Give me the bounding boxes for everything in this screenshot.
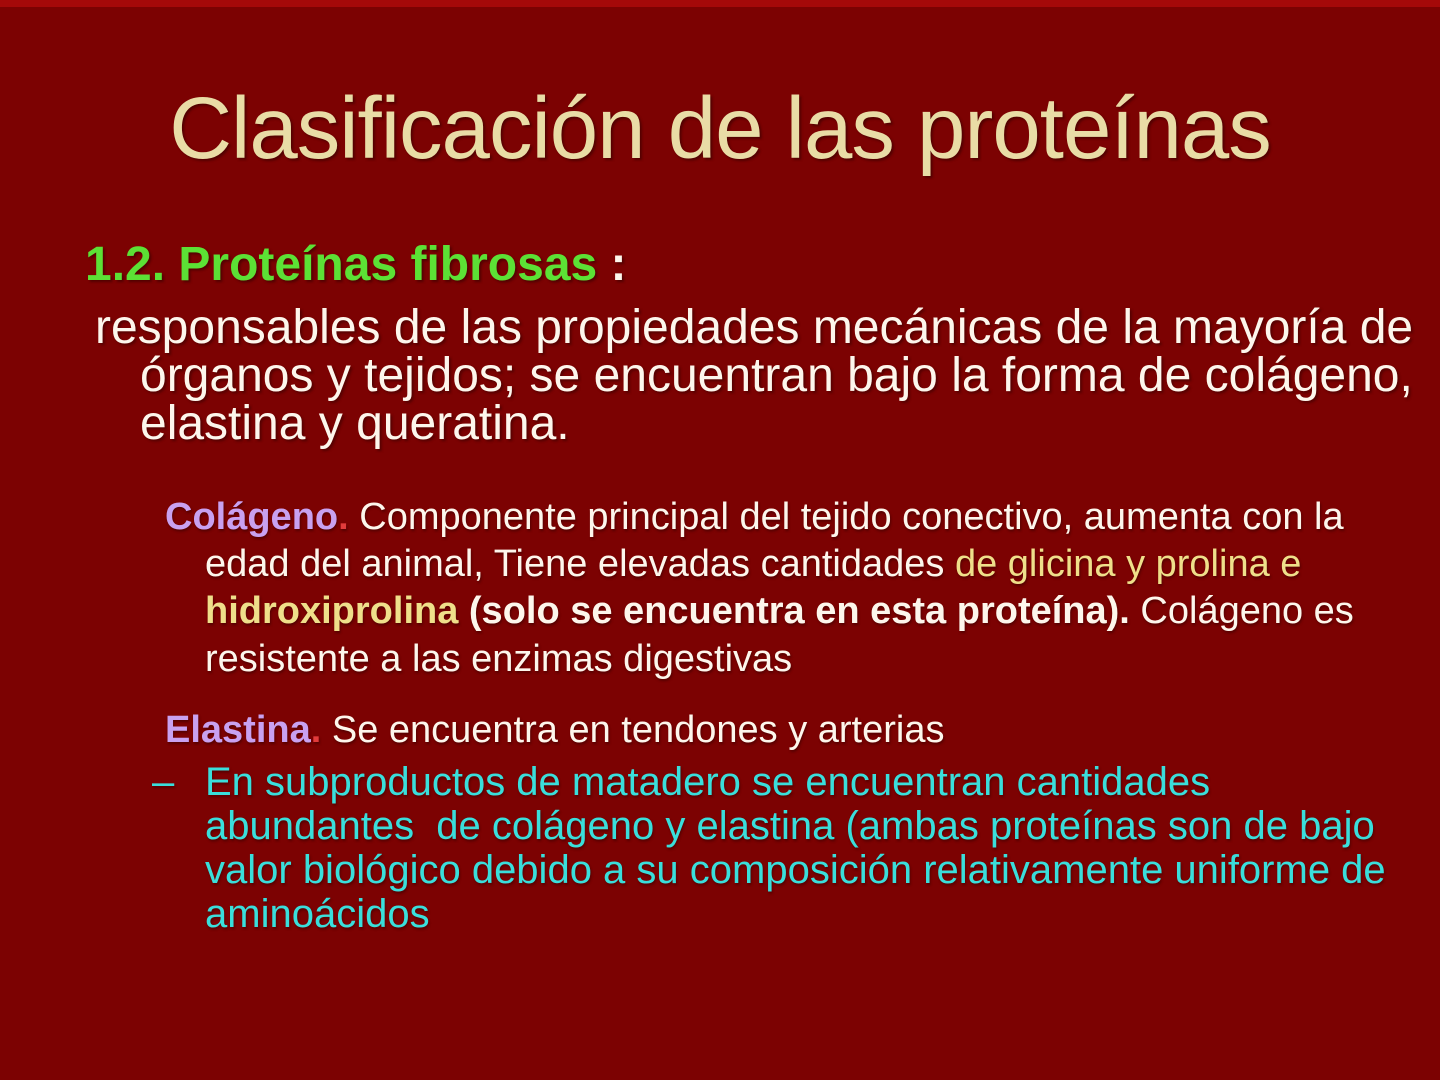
colageno-white-bold: (solo se encuentra en esta proteína). <box>468 590 1130 633</box>
elastina-paragraph <box>165 707 1395 754</box>
elastina-term: Elastina <box>165 708 311 751</box>
colageno-yellow-regular: de glicina y prolina e <box>954 543 1302 586</box>
section-heading-colon: : <box>597 238 627 292</box>
colageno-term: Colágeno <box>165 496 339 539</box>
colageno-period: . <box>338 496 349 539</box>
slide-title: Clasificación de las proteínas <box>169 80 1271 177</box>
intro-paragraph: responsables de las propiedades mecánicas de la mayoría de órganos y tejidos; se encuentran bajo la forma de colágeno, elastina y queratina. <box>95 301 1414 451</box>
section-heading-label: 1.2. Proteínas fibrosas <box>85 238 598 292</box>
colageno-yellow-bold: hidroxiprolina <box>205 590 469 633</box>
elastina-text: Se encuentra en tendones y arterias <box>321 708 945 751</box>
colageno-paragraph <box>165 494 1385 682</box>
colageno-text-a: Componente principal del tejido conectivo, aumenta con la edad del animal, Tiene elevadas cantidades <box>205 496 1344 586</box>
section-heading <box>85 239 1440 292</box>
top-accent-bar <box>0 0 1440 7</box>
colageno-text-b: Colágeno es resistente a las enzimas digestivas <box>205 590 1354 680</box>
elastina-period: . <box>310 708 322 751</box>
bullet-item <box>152 759 1397 936</box>
bullet-text: En subproductos de matadero se encuentran cantidades abundantes de colágeno y elastina (ambas proteínas son de bajo valor biológico debido a su composición relativamente uniforme de aminoácidos <box>205 759 1397 936</box>
dash-bullet: – <box>152 759 175 804</box>
